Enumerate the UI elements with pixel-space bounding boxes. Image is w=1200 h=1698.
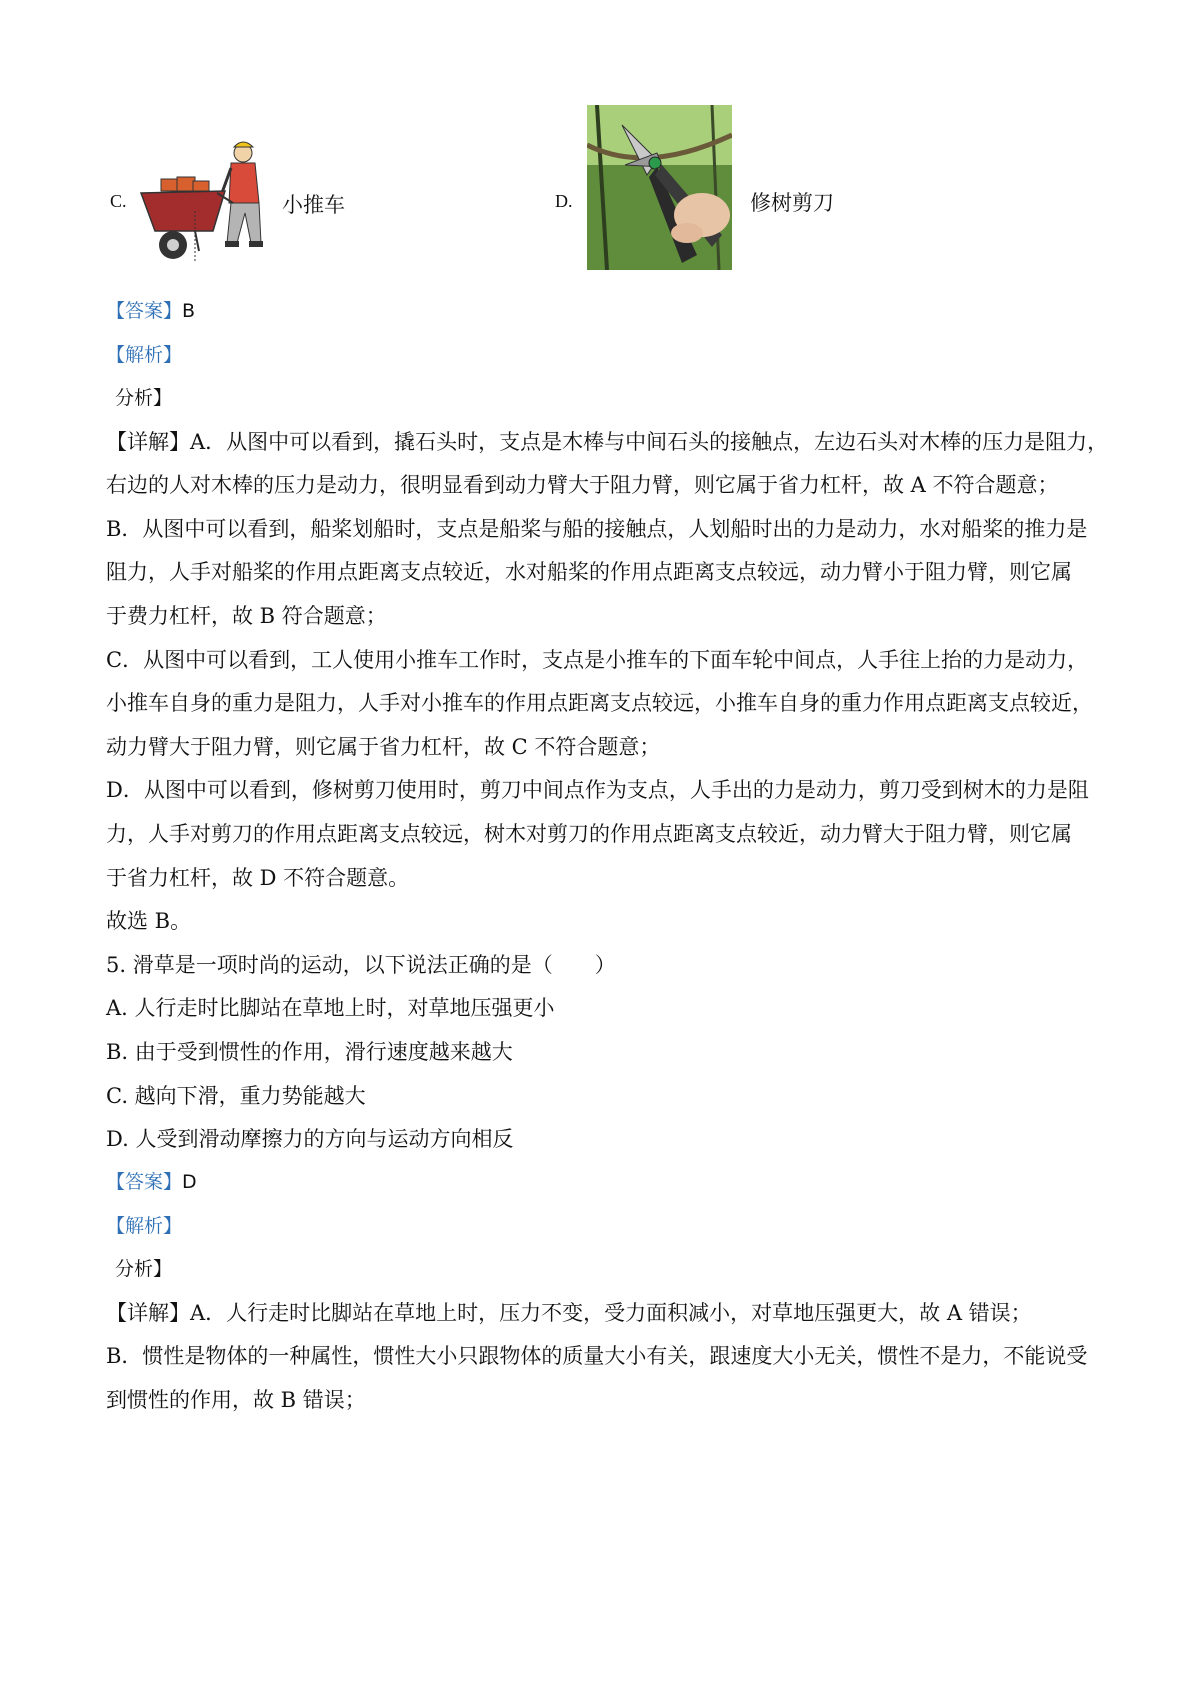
- solution-line: 右边的人对木棒的压力是动力，很明显看到动力臂大于阻力臂，则它属于省力杠杆，故 A 不符合题意；: [106, 473, 1059, 497]
- solution-line: 于费力杠杆，故 B 符合题意；: [106, 604, 387, 628]
- option-c-label: 小推车: [282, 193, 345, 217]
- pruning-shears-image: [587, 105, 732, 270]
- fenxi-label: 分析】: [115, 387, 173, 409]
- solution-line: 阻力，人手对船桨的作用点距离支点较近，水对船桨的作用点距离支点较远，动力臂小于阻力臂，则它属: [106, 560, 1072, 584]
- solution-line: 小推车自身的重力是阻力，人手对小推车的作用点距离支点较远，小推车自身的重力作用点距离支点较近，: [106, 691, 1093, 715]
- solution-line: 动力臂大于阻力臂，则它属于省力杠杆，故 C 不符合题意；: [106, 735, 661, 759]
- q5-answer-line: [106, 1168, 197, 1196]
- q5-option-d: D. 人受到滑动摩擦力的方向与运动方向相反: [106, 1127, 514, 1151]
- wheelbarrow-image: [133, 133, 283, 281]
- option-d-letter: D.: [555, 191, 573, 211]
- q5-option-c: C. 越向下滑，重力势能越大: [106, 1084, 366, 1108]
- q5-stem: 5. 滑草是一项时尚的运动，以下说法正确的是（ ）: [106, 953, 616, 977]
- solution-line: B．从图中可以看到，船桨划船时，支点是船桨与船的接触点，人划船时出的力是动力，水对船桨的推力是: [106, 517, 1088, 541]
- solution-line: 故选 B。: [106, 909, 192, 933]
- q5-option-a: A. 人行走时比脚站在草地上时，对草地压强更小: [106, 996, 555, 1020]
- answer-value: D: [182, 1171, 197, 1193]
- answer-value: B: [182, 300, 196, 322]
- q4-answer-line: [106, 297, 195, 325]
- solution-line: 到惯性的作用，故 B 错误；: [106, 1388, 366, 1412]
- q5-option-b: B. 由于受到惯性的作用，滑行速度越来越大: [106, 1040, 513, 1064]
- solution-line: D．从图中可以看到，修树剪刀使用时，剪刀中间点作为支点，人手出的力是动力，剪刀受到树木的力是阻: [106, 778, 1089, 802]
- answer-tag: 【答案】: [106, 1171, 183, 1193]
- solution-line: 力，人手对剪刀的作用点距离支点较远，树木对剪刀的作用点距离支点较近，动力臂大于阻力臂，则它属: [106, 822, 1072, 846]
- analysis-tag: 【解析】: [106, 1215, 183, 1237]
- solution-line: B．惯性是物体的一种属性，惯性大小只跟物体的质量大小有关，跟速度大小无关，惯性不是力，不能说受: [106, 1344, 1088, 1368]
- answer-tag: 【答案】: [106, 300, 183, 322]
- solution-line: 【详解】A．从图中可以看到，撬石头时，支点是木棒与中间石头的接触点，左边石头对木棒的压力是阻力，: [106, 430, 1109, 454]
- solution-line: 【详解】A．人行走时比脚站在草地上时，压力不变，受力面积减小，对草地压强更大，故 A 错误；: [106, 1301, 1032, 1325]
- solution-line: 于省力杠杆，故 D 不符合题意。: [106, 866, 410, 890]
- option-c-letter: C.: [110, 191, 127, 211]
- option-d-label: 修树剪刀: [750, 191, 834, 215]
- solution-line: C．从图中可以看到，工人使用小推车工作时，支点是小推车的下面车轮中间点，人手往上抬的力是动力，: [106, 648, 1089, 672]
- analysis-tag: 【解析】: [106, 344, 183, 366]
- fenxi-label: 分析】: [115, 1258, 173, 1280]
